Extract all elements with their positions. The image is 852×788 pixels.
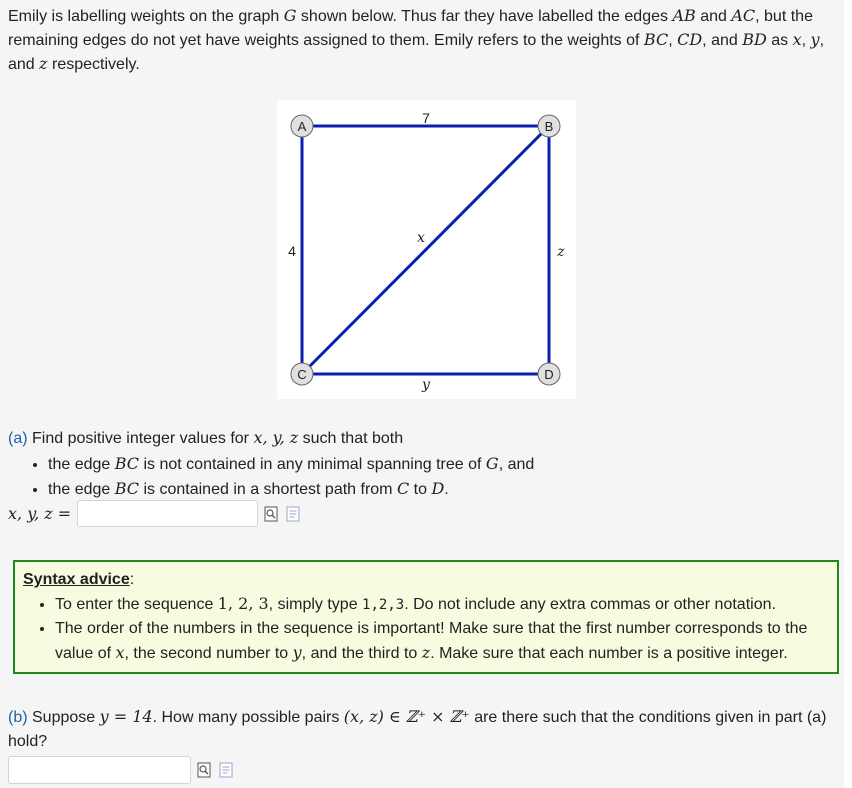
cond-text: . [444, 481, 449, 498]
intro-math: AC [731, 6, 756, 25]
part-b-math: (x, z) ∈ ℤ⁺ × ℤ⁺ [343, 707, 470, 726]
node-label-a: A [297, 119, 307, 134]
intro-text: and [695, 8, 732, 25]
part-b-answer-row [8, 756, 233, 784]
part-a-label: (a) [8, 430, 28, 447]
advice-code: 1,2,3 [362, 597, 405, 613]
part-b-text: . How many possible pairs [152, 709, 344, 726]
graph-figure [277, 100, 576, 399]
cond-text: is contained in a shortest path from [139, 481, 397, 498]
cond-math: D [431, 479, 445, 498]
advice-text: , simply type [268, 596, 363, 613]
help-icon[interactable] [219, 762, 233, 778]
part-b-math: y = 14 [99, 707, 153, 726]
edge-label-cd: y [422, 377, 430, 393]
advice-item [55, 592, 827, 617]
part-a-answer-input[interactable] [77, 500, 258, 527]
cond-text: , and [498, 456, 535, 473]
advice-text: The order of the numbers in the sequence is important! Make sure that the first number corresponds to the value of [55, 620, 808, 662]
intro-text: as [766, 32, 793, 49]
condition-item [48, 452, 844, 477]
cond-math: C [396, 479, 410, 498]
advice-item [55, 617, 827, 666]
advice-text: . Make sure that each number is a positive integer. [430, 645, 788, 662]
node-b [538, 115, 560, 137]
intro-text: , and [702, 32, 743, 49]
intro-math: AB [672, 6, 696, 25]
intro-math: BC [643, 30, 669, 49]
preview-icon[interactable] [264, 506, 278, 522]
intro-text: , [668, 32, 678, 49]
edge-label-bd: z [557, 244, 565, 260]
part-a-conditions [8, 452, 844, 502]
cond-text: the edge [48, 481, 115, 498]
graph-svg [277, 100, 576, 399]
intro-text: respectively. [47, 56, 140, 73]
advice-list [23, 592, 827, 666]
node-a [291, 115, 313, 137]
intro-math: CD [677, 30, 703, 49]
syntax-advice-box [13, 560, 839, 674]
edge-label-bc: x [417, 230, 425, 246]
condition-item [48, 477, 844, 502]
part-a-question [8, 426, 844, 502]
node-label-b: B [544, 119, 554, 134]
advice-math: 1, 2, 3 [217, 594, 269, 613]
cond-text: to [409, 481, 432, 498]
part-b-label: (b) [8, 709, 28, 726]
question-intro [8, 4, 844, 76]
advice-text: . Do not include any extra commas or other notation. [404, 596, 776, 613]
cond-math: BC [114, 479, 140, 498]
intro-text: Emily is labelling weights on the graph [8, 8, 284, 25]
advice-title-text: Syntax advice [23, 571, 130, 588]
part-a-math: x, y, z [253, 428, 299, 447]
intro-math: x [792, 30, 802, 49]
advice-math: z [421, 643, 431, 662]
intro-text: shown below. Thus far they have labelled the edges [296, 8, 673, 25]
advice-math: x [115, 643, 125, 662]
syntax-advice-title [23, 570, 827, 590]
node-c [291, 363, 313, 385]
advice-title-colon: : [129, 571, 135, 588]
edge-label-ac: 4 [288, 243, 296, 259]
intro-math: BD [742, 30, 767, 49]
part-b-question [8, 705, 844, 754]
intro-text: , but the remaining edges do not yet have weights assigned to them. Emily refers to the weights of [8, 8, 813, 49]
part-a-prompt [8, 426, 844, 451]
part-b-answer-input[interactable] [8, 756, 191, 784]
advice-math: y [292, 643, 302, 662]
intro-math: y [810, 30, 820, 49]
answer-label: x, y, z = [8, 504, 72, 523]
intro-text: , [801, 32, 811, 49]
cond-text: the edge [48, 456, 115, 473]
intro-math: z [39, 54, 48, 73]
edge-bc [302, 126, 549, 374]
part-a-answer-row [8, 500, 300, 527]
help-icon[interactable] [286, 506, 300, 522]
node-label-c: C [297, 367, 307, 382]
advice-text: , and the third to [301, 645, 422, 662]
node-label-d: D [544, 367, 554, 382]
part-b-text: are there such that the conditions given in part (a) hold? [8, 709, 827, 750]
advice-text: To enter the sequence [55, 596, 218, 613]
intro-text: , and [8, 32, 825, 73]
edge-label-ab: 7 [422, 110, 430, 126]
part-a-text: such that both [298, 430, 404, 447]
node-d [538, 363, 560, 385]
advice-text: , the second number to [124, 645, 293, 662]
part-a-text: Find positive integer values for [27, 430, 254, 447]
cond-math: BC [114, 454, 140, 473]
cond-math: G [485, 454, 499, 473]
part-b-text: Suppose [27, 709, 100, 726]
intro-math: G [283, 6, 297, 25]
cond-text: is not contained in any minimal spanning tree of [139, 456, 486, 473]
preview-icon[interactable] [197, 762, 211, 778]
